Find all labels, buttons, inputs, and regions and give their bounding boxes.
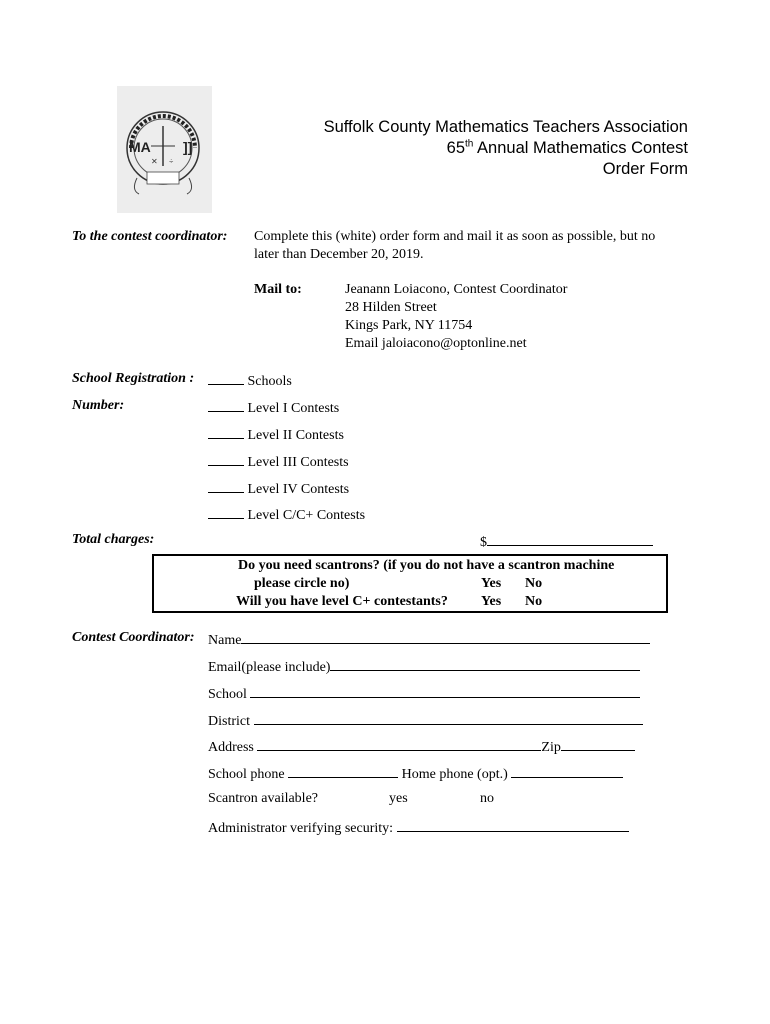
contest-coordinator-label: Contest Coordinator: (72, 630, 195, 645)
association-logo (117, 86, 212, 213)
scantron-question-line-2: please circle no) (254, 576, 350, 591)
address-field: Address Zip (208, 736, 635, 757)
contest-title: 65th Annual Mathematics Contest (446, 138, 688, 157)
school-blank[interactable] (250, 683, 640, 698)
email-field: Email(please include) (208, 656, 640, 677)
address-blank[interactable] (257, 736, 541, 751)
name-field: Name (208, 629, 650, 650)
school-registration-label: School Registration : (72, 371, 195, 386)
scantron-no-option[interactable]: No (525, 576, 543, 591)
email-blank[interactable] (330, 656, 640, 671)
scantron-question-line-1: Do you need scantrons? (if you do not have a scantron machine (238, 558, 615, 573)
coordinator-instruction-label: To the contest coordinator: (72, 229, 228, 244)
registration-item-level-c: Level C/C+ Contests (208, 504, 365, 525)
level-c-plus-question: Will you have level C+ contestants? (236, 594, 448, 609)
count-blank[interactable] (208, 397, 244, 412)
count-blank[interactable] (208, 451, 244, 466)
mail-to-label: Mail to: (254, 282, 302, 297)
level-c-plus-no-option[interactable]: No (525, 594, 543, 609)
school-field: School (208, 683, 640, 704)
mail-address-line: Jeanann Loiacono, Contest Coordinator (345, 282, 568, 297)
instruction-line-2: later than December 20, 2019. (254, 247, 424, 262)
total-charges-blank[interactable] (487, 531, 653, 546)
total-charges-field: $ (480, 531, 653, 552)
total-charges-label: Total charges: (72, 532, 155, 547)
mail-address-line: 28 Hilden Street (345, 300, 437, 315)
registration-item-level-4: Level IV Contests (208, 478, 349, 499)
registration-item-level-3: Level III Contests (208, 451, 349, 472)
phone-field: School phone Home phone (opt.) (208, 763, 623, 784)
count-blank[interactable] (208, 370, 244, 385)
registration-item-level-2: Level II Contests (208, 424, 344, 445)
scantron-available-label: Scantron available? (208, 791, 319, 806)
count-blank[interactable] (208, 424, 244, 439)
org-title: Suffolk County Mathematics Teachers Association (323, 118, 688, 136)
form-title: Order Form (602, 160, 688, 178)
svg-text:✕: ✕ (151, 157, 158, 166)
home-phone-blank[interactable] (511, 763, 623, 778)
instruction-line-1: Complete this (white) order form and mail it as soon as possible, but no (254, 229, 656, 244)
scantron-yes-option[interactable]: Yes (481, 576, 502, 591)
svg-text:÷: ÷ (169, 157, 174, 166)
district-blank[interactable] (254, 710, 643, 725)
registration-item-schools: Schools (208, 370, 292, 391)
zip-blank[interactable] (561, 736, 635, 751)
school-phone-blank[interactable] (288, 763, 398, 778)
registration-item-level-1: Level I Contests (208, 397, 339, 418)
seal-icon (117, 86, 212, 213)
mail-address-line: Kings Park, NY 11754 (345, 318, 473, 333)
svg-text:MA: MA (129, 139, 151, 155)
administrator-field: Administrator verifying security: (208, 817, 629, 838)
svg-text:]]: ]] (183, 139, 193, 155)
name-blank[interactable] (241, 629, 650, 644)
district-field: District (208, 710, 643, 731)
scantron-available-yes[interactable]: yes (389, 791, 408, 806)
count-blank[interactable] (208, 504, 244, 519)
mail-address-line: Email jaloiacono@optonline.net (345, 336, 527, 351)
scantron-available-no[interactable]: no (480, 791, 494, 806)
administrator-blank[interactable] (397, 817, 629, 832)
level-c-plus-yes-option[interactable]: Yes (481, 594, 502, 609)
count-blank[interactable] (208, 478, 244, 493)
number-label: Number: (72, 398, 125, 413)
